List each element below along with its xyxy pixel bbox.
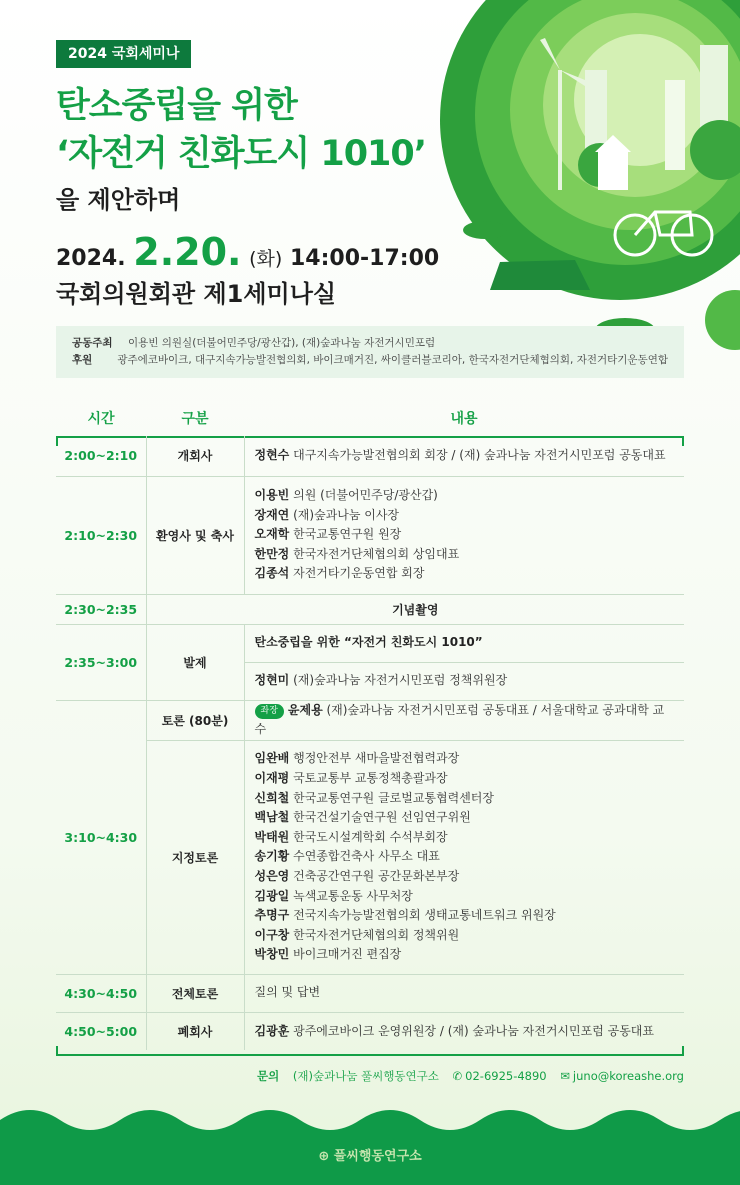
list-item	[255, 545, 675, 565]
contact-info	[257, 1068, 684, 1084]
speaker-name: 이재평	[254, 771, 290, 786]
speaker-name: 한만정	[254, 546, 290, 561]
speaker-desc: 자전거타기운동연합 회장	[293, 566, 425, 581]
speaker-name: 오재학	[254, 527, 290, 542]
table-row	[56, 436, 684, 476]
contact-email[interactable]: juno@koreashe.org	[572, 1069, 684, 1083]
schedule-table	[56, 436, 684, 1050]
speaker-name: 신희철	[254, 790, 290, 805]
speaker-name: 박태원	[254, 829, 290, 844]
speaker-name: 김광일	[254, 888, 290, 903]
list-item	[255, 887, 675, 907]
table-row	[56, 700, 684, 740]
row-content	[244, 740, 684, 974]
speaker-desc: 대구지속가능발전협의회 회장 / (재) 숲과나눔 자전거시민포럼 공동대표	[293, 447, 666, 462]
title-line-1: 탄소중립을 위한	[56, 86, 297, 126]
list-item	[255, 906, 675, 926]
date-year: 2024.	[56, 246, 126, 271]
header-category: 구분	[181, 411, 209, 427]
speaker-desc: 한국자전거단체협의회 정책위원	[293, 927, 460, 942]
contact-org: (재)숲과나눔 풀씨행동연구소	[292, 1069, 439, 1083]
speaker-desc: 한국건설기술연구원 선임연구위원	[293, 810, 471, 825]
row-time: 2:30~2:35	[56, 594, 146, 624]
subtitle: 을 제안하며	[56, 186, 181, 214]
table-frame-bottom	[56, 1046, 684, 1056]
speaker-desc: (재)숲과나눔 자전거시민포럼 정책위원장	[293, 673, 508, 688]
table-row	[56, 476, 684, 594]
row-time: 2:00~2:10	[56, 436, 146, 476]
schedule-section	[56, 408, 684, 1039]
speaker-name: 정현수	[254, 447, 290, 462]
speaker-desc: 수연종합건축사 사무소 대표	[293, 849, 440, 864]
page-title	[56, 82, 476, 178]
contact-label: 문의	[257, 1069, 280, 1083]
speaker-name: 장재연	[254, 507, 290, 522]
speaker-desc: 바이크매거진 편집장	[293, 947, 402, 962]
speaker-name: 추명구	[254, 908, 290, 923]
speaker-desc: 한국교통연구원 글로벌교통협력센터장	[293, 790, 494, 805]
row-content	[244, 476, 684, 594]
speaker-desc: 광주에코바이크 운영위원장 / (재) 숲과나눔 자전거시민포럼 공동대표	[293, 1023, 654, 1038]
row-content	[244, 662, 684, 700]
header-time: 시간	[87, 411, 115, 427]
footer-logo-text: 풀씨행동연구소	[333, 1149, 422, 1164]
list-item	[255, 945, 675, 965]
row-category: 개회사	[146, 436, 244, 476]
speaker-desc: 전국지속가능발전협의회 생태교통네트워크 위원장	[293, 908, 556, 923]
organizer-row-sponsor	[72, 352, 668, 369]
list-item	[255, 926, 675, 946]
row-content	[244, 1012, 684, 1050]
speaker-name: 윤제용	[287, 702, 323, 717]
speaker-name: 임완배	[254, 751, 290, 766]
schedule-header	[56, 408, 684, 432]
speaker-name: 박창민	[254, 947, 290, 962]
row-subcategory: 지정토론	[146, 740, 244, 974]
organizer-row-cohost	[72, 335, 668, 352]
speaker-desc: 한국도시설계학회 수석부회장	[293, 829, 448, 844]
speaker-desc: (재)숲과나눔 이사장	[293, 507, 400, 522]
speaker-desc: 건축공간연구원 공간문화본부장	[293, 868, 460, 883]
footer-logo	[0, 1145, 740, 1164]
list-item	[255, 828, 675, 848]
date-day-of-week: (화)	[249, 248, 283, 270]
row-category: 발제	[146, 624, 244, 700]
contact-phone[interactable]: 02-6925-4890	[465, 1069, 547, 1083]
speaker-name: 김종석	[254, 566, 290, 581]
speaker-name: 이구창	[254, 927, 290, 942]
speaker-desc: 한국자전거단체협의회 상임대표	[293, 546, 460, 561]
speaker-name: 송기황	[254, 849, 290, 864]
event-time: 14:00-17:00	[290, 246, 440, 271]
chair-badge: 좌장	[255, 704, 284, 719]
table-row	[56, 624, 684, 662]
row-content: 질의 및 답변	[244, 974, 684, 1012]
speaker-desc: 의원 (더불어민주당/광산갑)	[293, 488, 438, 503]
mail-icon: ✉	[560, 1069, 570, 1083]
footer-wave	[0, 1100, 740, 1185]
row-content	[244, 700, 684, 740]
presentation-topic	[244, 624, 684, 662]
event-venue: 국회의원회관 제1세미나실	[56, 280, 337, 308]
row-time: 2:35~3:00	[56, 624, 146, 700]
list-item	[255, 867, 675, 887]
date-month-day: 2.20.	[133, 230, 242, 274]
organizer-label: 후원	[72, 354, 93, 366]
speaker-name: 김광훈	[254, 1023, 290, 1038]
row-time: 4:50~5:00	[64, 1023, 138, 1039]
row-category: 전체토론	[146, 974, 244, 1012]
table-row	[56, 740, 684, 974]
list-item	[255, 749, 675, 769]
list-item	[255, 769, 675, 789]
event-badge: 2024 국회세미나	[56, 40, 191, 68]
organizer-label: 공동주최	[72, 337, 113, 349]
organizer-value: 광주에코바이크, 대구지속가능발전협의회, 바이크매거진, 싸이클러블코리아, 한국자전거단체협의회, 자전거타기운동연합	[117, 354, 668, 366]
speaker-name: 성은영	[254, 868, 290, 883]
speaker-desc: 국토교통부 교통정책총괄과장	[293, 771, 448, 786]
list-item	[255, 525, 675, 545]
leaf-logo-icon: ⊕	[318, 1149, 330, 1164]
row-content-full: 기념촬영	[146, 594, 684, 624]
organizer-value: 이용빈 의원실(더불어민주당/광산갑), (재)숲과나눔 자전거시민포럼	[128, 337, 436, 349]
topic-text: 탄소중립을 위한 “자전거 친화도시 1010”	[254, 635, 483, 650]
event-datetime	[56, 230, 439, 274]
speaker-desc: 행정안전부 새마을발전협력과장	[293, 751, 460, 766]
list-item	[255, 789, 675, 809]
table-row	[56, 974, 684, 1012]
speaker-name: 정현미	[254, 673, 290, 688]
speaker-name: 이용빈	[254, 488, 290, 503]
list-item	[255, 564, 675, 584]
row-time: 3:10~4:30	[56, 700, 146, 974]
speaker-desc: (재)숲과나눔 자전거시민포럼 공동대표 / 서울대학교 공과대학 교수	[254, 702, 665, 737]
table-row	[56, 1012, 684, 1050]
list-item	[255, 506, 675, 526]
header-content: 내용	[450, 411, 478, 427]
list-item	[255, 808, 675, 828]
title-line-2: ‘자전거 친화도시 1010’	[56, 134, 427, 174]
list-item	[255, 486, 675, 506]
row-category: 환영사 및 축사	[146, 476, 244, 594]
organizers-box	[56, 326, 684, 378]
speaker-name: 백남철	[254, 810, 290, 825]
speaker-desc: 한국교통연구원 원장	[293, 527, 402, 542]
list-item	[255, 847, 675, 867]
row-time: 4:30~4:50	[56, 974, 146, 1012]
row-time: 2:10~2:30	[56, 476, 146, 594]
row-content	[244, 436, 684, 476]
phone-icon: ✆	[452, 1069, 463, 1083]
speaker-desc: 녹색교통운동 사무처장	[293, 888, 413, 903]
table-row	[56, 594, 684, 624]
row-category: 토론 (80분)	[146, 700, 244, 740]
row-category: 폐회사	[146, 1012, 244, 1050]
